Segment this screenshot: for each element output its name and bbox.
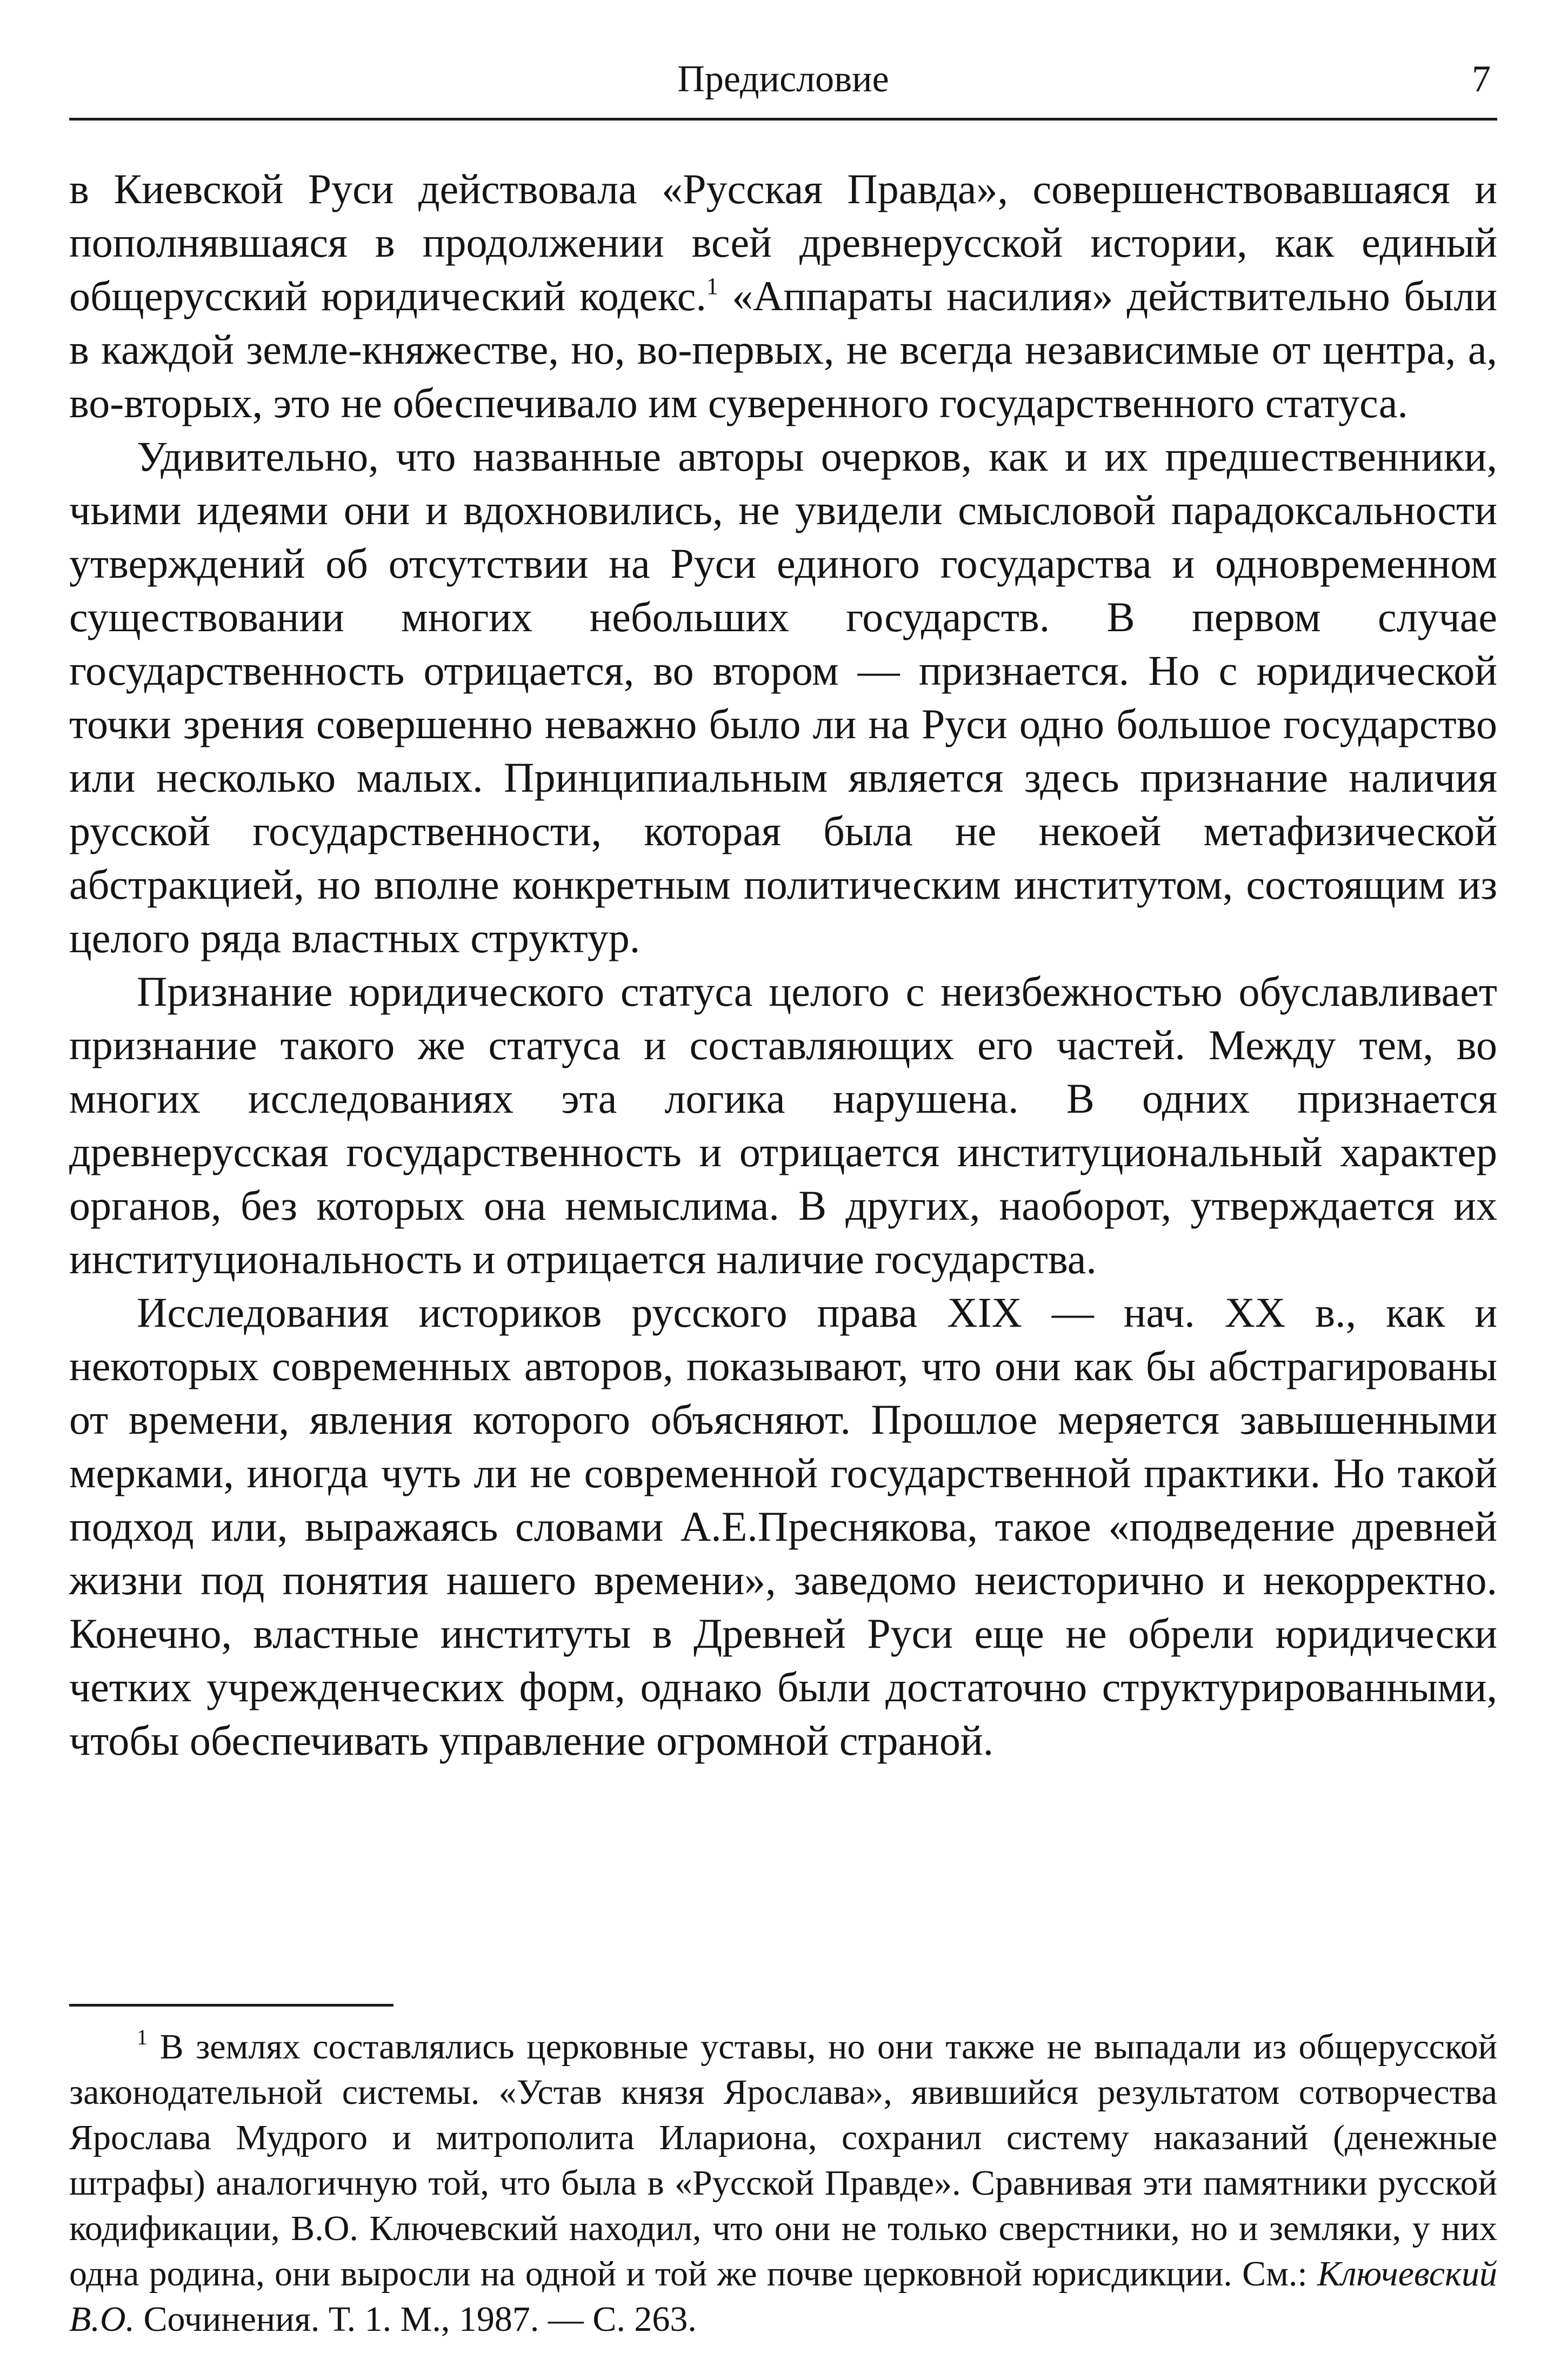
paragraph-2: Удивительно, что названные авторы очерков, как и их предшественники, чьими идеями они и вдохновились, не увидели смысловой парадоксальности утверждений об отсутствии на Руси единого государства и одновременном существовании многих небольших государств. В первом случае государственность отрицается, во втором — признается. Но с юридической точки зрения совершенно неважно было ли на Руси одно большое государство или несколько малых. Принципиальным является здесь признание наличия русской государственности, которая была не некоей метафизической абстракцией, но вполне конкретным политическим институтом, состоящим из целого ряда властных структур.	[69, 433, 1497, 961]
main-text	[69, 162, 1497, 1767]
paragraph-4: Исследования историков русского права XIX — нач. XX в., как и некоторых современных авторов, показывают, что они как бы абстрагированы от времени, явления которого объясняют. Прошлое меряется завышенными мерками, иногда чуть ли не современной государственной практики. Но такой подход или, выражаясь словами А.Е.Преснякова, такое «подведение древней жизни под понятия нашего времени», заведомо неисторично и некорректно. Конечно, властные институты в Древней Руси еще не обрели юридически четких учрежденческих форм, однако были достаточно структурированными, чтобы обеспечивать управление огромной страной.	[69, 1289, 1497, 1764]
paragraph-1-text-a: в Киевской Руси действовала «Русская Правда», совершенствовавшаяся и пополнявшаяся в продолжении всей древнерусской истории, как единый общерусский юридический кодекс.	[69, 165, 1497, 319]
paragraph-3: Признание юридического статуса целого с неизбежностью обуславливает признание такого же статуса и составляющих его частей. Между тем, во многих исследованиях эта логика нарушена. В одних признается древнерусская государственность и отрицается институциональный характер органов, без которых она немыслима. В других, наоборот, утверждается их институциональность и отрицается наличие государства.	[69, 968, 1497, 1282]
footnote-text: В землях составлялись церковные уставы, но они также не выпадали из общерусской законодательной системы. «Устав князя Ярослава», явившийся результатом сотворчества Ярослава Мудрого и митрополита Илариона, сохранил систему наказаний (денежные штрафы) аналогичную той, что была в «Русской Правде». Сравнивая эти памятники русской кодификации, В.О. Ключевский находил, что они не только сверстники, но и земляки, у них одна родина, они выросли на одной и той же почве церковной юрисдикции. См.:	[69, 2027, 1497, 2294]
footnote	[69, 2024, 1497, 2342]
footnote-citation: Сочинения. Т. 1. М., 1987. — С. 263.	[134, 2299, 697, 2339]
page-number: 7	[1472, 58, 1491, 100]
footnote-cited-author: Ключевский В.О.	[69, 2254, 1497, 2339]
footnote-separator	[69, 2004, 393, 2007]
paragraph-1	[69, 162, 1497, 430]
footnote-1	[69, 2024, 1497, 2342]
footnote-reference: 1	[706, 273, 718, 299]
paragraph-1-text-b: «Аппараты насилия» действительно были в каждой земле-княжестве, но, во-первых, не всегда независимые от центра, а, во-вторых, это не обеспечивало им суверенного государственного статуса.	[69, 272, 1498, 426]
running-head-title: Предисловие	[677, 58, 889, 100]
running-head	[69, 48, 1497, 121]
footnote-marker: 1	[137, 2025, 148, 2049]
